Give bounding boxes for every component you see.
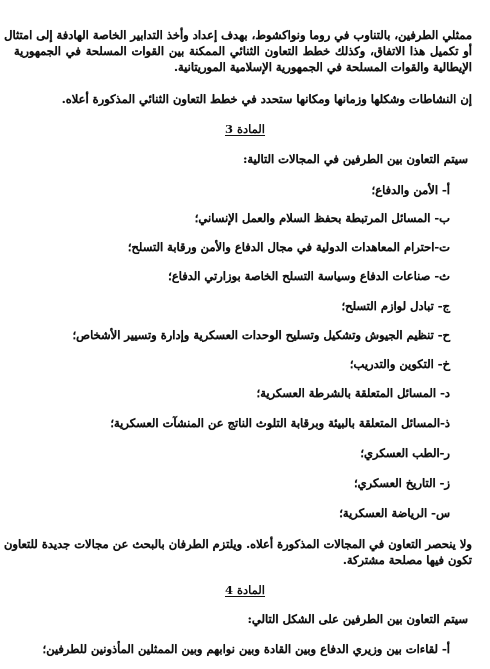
intro-line-4: إن النشاطات وشكلها وزمانها ومكانها ستحدد في خطط التعاون الثنائي المذكورة أعلاه. <box>61 92 472 106</box>
list-item: س- الرياضة العسكرية؛ <box>339 506 450 520</box>
article-4-lead: سيتم التعاون بين الطرفين على الشكل التالي: <box>247 612 468 626</box>
list-item: ذ-المسائل المتعلقة بالبيئة وبرقابة التلوث الناتج عن المنشآت العسكرية؛ <box>110 416 450 430</box>
list-item: د- المسائل المتعلقة بالشرطة العسكرية؛ <box>256 386 450 400</box>
intro-line-3: الإيطالية والقوات المسلحة في الجمهورية الإسلامية الموريتانية. <box>173 60 472 74</box>
list-item: ث- صناعات الدفاع وسياسة التسلح الخاصة بوزارتي الدفاع؛ <box>168 269 450 283</box>
intro-line-1: ممثلي الطرفين، بالتناوب في روما ونواكشوط، بهدف إعداد وأخذ التدابير الخاصة الهادفة إلى امتثال <box>4 28 472 42</box>
article-3-heading-text: المادة 3 <box>224 122 266 136</box>
list-item: أ- الأمن والدفاع؛ <box>371 183 450 197</box>
list-item: ت-احترام المعاهدات الدولية في مجال الدفاع والأمن ورقابة التسلح؛ <box>127 240 450 254</box>
article-4-heading-text: المادة 4 <box>224 583 266 597</box>
intro-line-2: أو تكميل هذا الاتفاق، وكذلك خطط التعاون الثنائي الممكنة بين القوات المسلحة في الجمهورية <box>14 44 472 58</box>
list-item: ر-الطب العسكري؛ <box>360 446 450 460</box>
article-4-heading <box>0 583 490 597</box>
list-item: ب- المسائل المرتبطة بحفظ السلام والعمل الإنساني؛ <box>194 211 450 225</box>
list-item: ح- تنظيم الجيوش وتشكيل وتسليح الوحدات العسكرية وإدارة وتسيير الأشخاص؛ <box>72 328 450 342</box>
article-3-closing-2: تكون فيها مصلحة مشتركة. <box>342 553 472 567</box>
article-3-heading <box>0 122 490 136</box>
list-item: ج- تبادل لوازم التسلح؛ <box>341 299 450 313</box>
list-item: ز- التاريخ العسكري؛ <box>353 476 450 490</box>
article-3-lead: سيتم التعاون بين الطرفين في المجالات التالية: <box>243 152 468 166</box>
list-item: خ- التكوين والتدريب؛ <box>349 357 450 371</box>
list-item: أ- لقاءات بين وزيري الدفاع وبين القادة وبين نوابهم وبين الممثلين المأذونين للطرفين؛ <box>42 642 450 656</box>
article-3-closing-1: ولا ينحصر التعاون في المجالات المذكورة أعلاه. ويلتزم الطرفان بالبحث عن مجالات جديدة للتعاون <box>3 537 472 551</box>
